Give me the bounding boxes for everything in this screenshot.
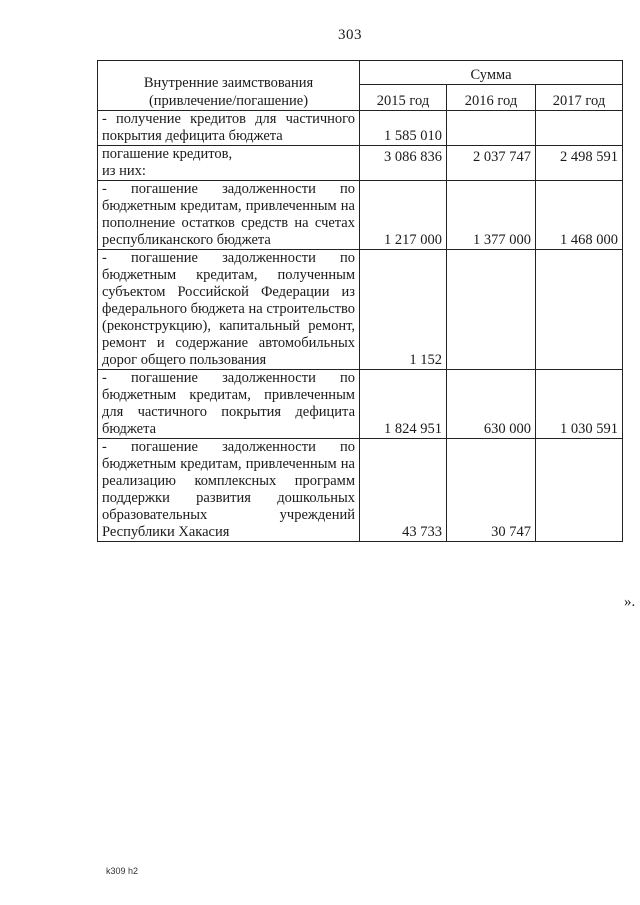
- row-description: - получение кредитов для частичного покрытия дефицита бюджета: [98, 111, 360, 146]
- description-header-line2: (привлечение/погашение): [148, 93, 309, 109]
- year-header-2017: 2017 год: [536, 85, 623, 111]
- row-value-2015: 43 733: [360, 439, 447, 542]
- row-value-2015: 1 824 951: [360, 370, 447, 439]
- row-value-2017: [536, 111, 623, 146]
- row-description: - погашение задолженности по бюджетным кредитам, привлеченным на реализацию комплексных программ поддержки развития дошкольных образовательных учреждений Республики Хакасия: [98, 439, 360, 542]
- row-description: [98, 146, 360, 181]
- year-header-2016: 2016 год: [447, 85, 536, 111]
- row-value-2016: 630 000: [447, 370, 536, 439]
- row-value-2016: 2 037 747: [447, 146, 536, 181]
- document-code: k309 h2: [106, 866, 139, 876]
- row-value-2016: [447, 111, 536, 146]
- row-value-2017: 1 468 000: [536, 181, 623, 250]
- row-description: - погашение задолженности по бюджетным кредитам, привлеченным для частичного покрытия дефицита бюджета: [98, 370, 360, 439]
- row-value-2015: 1 585 010: [360, 111, 447, 146]
- row-value-2016: [447, 250, 536, 370]
- row-value-2017: 2 498 591: [536, 146, 623, 181]
- header-row-sum: [98, 61, 623, 85]
- row-description-line1: погашение кредитов,: [102, 146, 233, 162]
- table-row: [98, 111, 623, 146]
- row-description: - погашение задолженности по бюджетным кредитам, привлеченным на пополнение остатков средств на счетах республиканского бюджета: [98, 181, 360, 250]
- table-row: [98, 146, 623, 181]
- table-row: [98, 439, 623, 542]
- row-description-line2: из них:: [102, 163, 146, 179]
- row-value-2016: 30 747: [447, 439, 536, 542]
- row-description: - погашение задолженности по бюджетным кредитам, полученным субъектом Российской Федерации из федерального бюджета на строительство (реконструкцию), капитальный ремонт, ремонт и содержание автомобильных дорог общего пользования: [98, 250, 360, 370]
- sum-column-header: Сумма: [360, 61, 623, 85]
- closing-quote-mark: ».: [624, 594, 636, 610]
- table-row: [98, 250, 623, 370]
- row-value-2017: [536, 250, 623, 370]
- table-row: [98, 370, 623, 439]
- page-number: 303: [338, 27, 362, 43]
- borrowings-table: [97, 60, 623, 542]
- table-row: [98, 181, 623, 250]
- row-value-2015: 1 152: [360, 250, 447, 370]
- description-header-line1: Внутренние заимствования: [143, 75, 314, 91]
- description-column-header: [98, 61, 360, 111]
- row-value-2017: 1 030 591: [536, 370, 623, 439]
- row-value-2016: 1 377 000: [447, 181, 536, 250]
- row-value-2017: [536, 439, 623, 542]
- year-header-2015: 2015 год: [360, 85, 447, 111]
- row-value-2015: 1 217 000: [360, 181, 447, 250]
- row-value-2015: 3 086 836: [360, 146, 447, 181]
